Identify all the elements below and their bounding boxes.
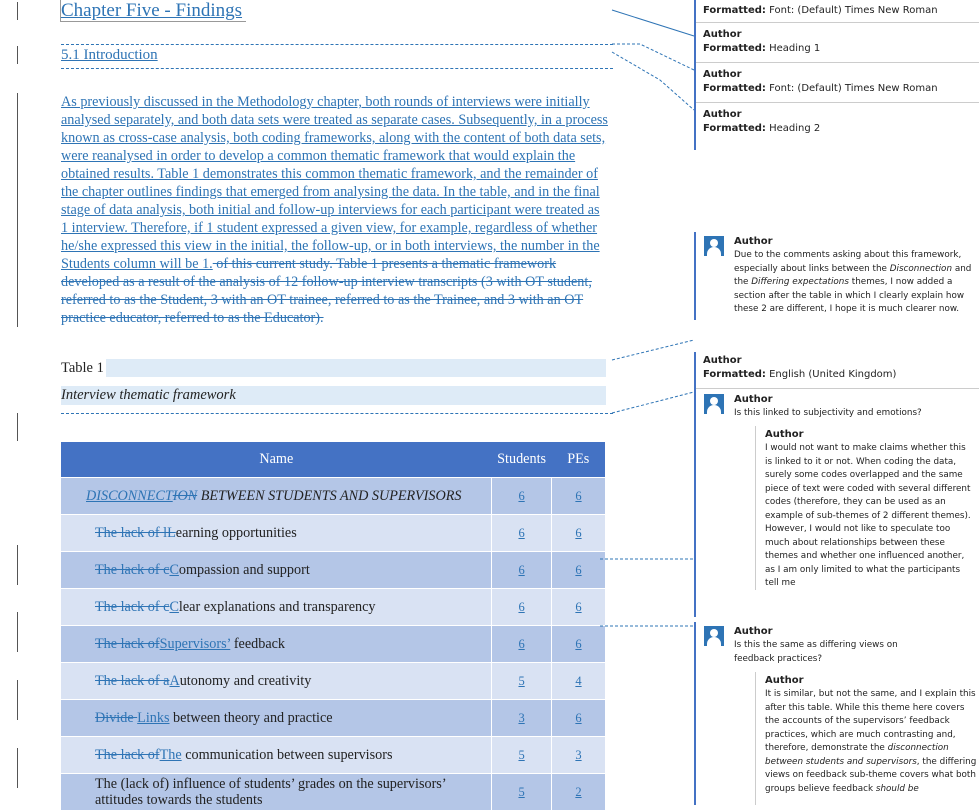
pes-count: 6	[575, 489, 581, 503]
reply-author: Author	[765, 429, 804, 440]
pes-count-cell	[552, 552, 605, 589]
thematic-framework-table	[61, 442, 605, 810]
table-row	[61, 700, 605, 737]
balloon-separator	[696, 388, 979, 389]
pes-count: 6	[575, 600, 581, 614]
formatted-label: Formatted:	[703, 369, 766, 380]
intro-paragraph[interactable]	[61, 93, 609, 327]
inserted-text: Supervisors’	[160, 636, 231, 652]
balloon-separator	[696, 102, 979, 103]
students-count: 6	[518, 600, 524, 614]
theme-name-cell[interactable]	[61, 700, 492, 737]
formatted-label: Formatted:	[703, 83, 766, 94]
author-name: Author	[703, 109, 742, 120]
pes-count-cell	[552, 663, 605, 700]
comment-author: Author	[734, 626, 773, 637]
pes-count-cell	[552, 626, 605, 663]
deleted-text: The lack of	[95, 747, 160, 763]
pane-divider	[694, 352, 696, 617]
theme-name: earning opportunities	[176, 525, 297, 541]
reply-text[interactable]: I would not want to make claims whether this is linked to it or not. When coding the data, surely some codes overlapped and the same piece of text were coded with several different codes (therefore, they can be used as an example of sub-themes of 2 different themes). However, I would not like to speculate too much about relationships between these themes and whether one influenced another, as I am only limited to what the participants tell me	[765, 442, 975, 591]
table-row	[61, 515, 605, 552]
table-row	[61, 737, 605, 774]
comment-text[interactable]: Is this linked to subjectivity and emotions?	[734, 407, 974, 421]
theme-name: feedback	[230, 636, 285, 652]
formatted-label: Formatted:	[703, 123, 766, 134]
students-count: 3	[518, 711, 524, 725]
pes-count: 6	[575, 711, 581, 725]
table-row	[61, 626, 605, 663]
reply-bar	[755, 672, 756, 805]
students-count: 6	[518, 526, 524, 540]
students-count: 5	[518, 674, 524, 688]
reply-author: Author	[765, 675, 804, 686]
reply-bar	[755, 426, 756, 590]
theme-name-cell[interactable]	[61, 589, 492, 626]
theme-name-cell[interactable]	[61, 737, 492, 774]
pane-divider	[694, 622, 696, 805]
pes-count-cell	[552, 589, 605, 626]
formatting-note[interactable]	[703, 28, 820, 56]
deleted-text: ION	[173, 488, 197, 504]
table-row	[61, 478, 605, 515]
pane-divider	[694, 232, 696, 320]
theme-name: utonomy and creativity	[180, 673, 312, 689]
table-row	[61, 552, 605, 589]
formatted-value: Font: (Default) Times New Roman	[769, 83, 938, 94]
theme-name: BETWEEN STUDENTS AND SUPERVISORS	[197, 488, 461, 504]
students-count-cell	[492, 737, 552, 774]
deleted-text: The lack of c	[95, 562, 169, 578]
author-name: Author	[703, 69, 742, 80]
comment-text[interactable]: Due to the comments asking about this framework, especially about links between the Disconnection and the Differing expectations themes, I now added a section after the table in which I clearly explain how these 2 are different, I hope it is much clearer now.	[734, 249, 974, 317]
pes-count-cell	[552, 700, 605, 737]
students-count-cell	[492, 663, 552, 700]
inserted-text: As previously discussed in the Methodology chapter, both rounds of interviews were initially analysed separately, and both data sets were treated as separate cases. Subsequently, in a process known as cross-case analysis, both coding frameworks, along with the content of both data sets, were reanalysed in order to develop a common thematic framework that would explain the obtained results. Table 1 demonstrates this common thematic framework, and the remainder of the chapter outlines findings that emerged from analysing the data. In the table, and in the final stage of data analysis, both initial and follow-up interviews for each participant were treated as 1 interview. Therefore, if 1 student expressed a given view, for example, regardless of whether he/she expressed this view in the initial, the follow-up, or in both interviews, the number in the Students column will be 1.	[61, 94, 608, 272]
revision-dashline	[61, 68, 613, 69]
formatting-note[interactable]	[703, 354, 896, 382]
formatting-note[interactable]	[703, 4, 938, 18]
table-row	[61, 589, 605, 626]
formatted-value: English (United Kingdom)	[769, 369, 896, 380]
table-row	[61, 663, 605, 700]
students-count: 6	[518, 637, 524, 651]
pes-count: 2	[575, 785, 581, 799]
deleted-text: The lack of a	[95, 673, 169, 689]
col-header-students: Students	[492, 442, 552, 478]
table-caption[interactable]: Interview thematic framework	[61, 387, 236, 404]
theme-name-cell[interactable]	[61, 663, 492, 700]
students-count-cell	[492, 626, 552, 663]
table-label-field[interactable]	[106, 359, 606, 377]
students-count-cell	[492, 478, 552, 515]
theme-name-cell[interactable]	[61, 478, 492, 515]
section-heading[interactable]: 5.1 Introduction	[61, 47, 158, 64]
inserted-text: C	[169, 599, 178, 615]
pes-count-cell	[552, 515, 605, 552]
col-header-pes: PEs	[552, 442, 605, 478]
deleted-text: The lack of	[95, 636, 160, 652]
pes-count: 6	[575, 563, 581, 577]
theme-name-cell[interactable]	[61, 515, 492, 552]
deleted-text: The lack of lL	[95, 525, 176, 541]
theme-name-cell[interactable]	[61, 626, 492, 663]
comment-avatar-icon	[704, 236, 724, 256]
balloon-separator	[696, 22, 979, 23]
pes-count-cell	[552, 478, 605, 515]
deleted-text: The lack of c	[95, 599, 169, 615]
col-header-name: Name	[61, 442, 492, 478]
inserted-text: A	[169, 673, 179, 689]
students-count-cell	[492, 515, 552, 552]
inserted-text: DISCONNECT	[86, 488, 173, 504]
pes-count: 4	[575, 674, 581, 688]
inserted-text: The	[160, 747, 182, 763]
comment-avatar-icon	[704, 626, 724, 646]
students-count: 6	[518, 489, 524, 503]
students-count-cell	[492, 700, 552, 737]
comment-avatar-icon	[704, 394, 724, 414]
table-label[interactable]: Table 1	[61, 360, 104, 377]
reply-text[interactable]: It is similar, but not the same, and I explain this after this table. While this theme here covers the accounts of the supervisors’ feedback practices, which are much contrasting and, therefore, demonstrate the disconnection between students and supervisors, the differing views on feedback sub-theme covers what both groups believe feedback should be	[765, 688, 977, 796]
theme-name: ompassion and support	[179, 562, 310, 578]
theme-name-cell[interactable]	[61, 552, 492, 589]
revision-dashline	[61, 44, 613, 45]
theme-name: between theory and practice	[170, 710, 333, 726]
students-count-cell	[492, 552, 552, 589]
revision-dashline	[61, 413, 613, 414]
formatted-value: Heading 1	[769, 43, 820, 54]
theme-name: The (lack of) influence of students’ grades on the supervisors’ attitudes towards the students	[95, 776, 446, 808]
comment-author: Author	[734, 236, 773, 247]
theme-name: communication between supervisors	[182, 747, 393, 763]
formatted-value: Heading 2	[769, 123, 820, 134]
deleted-text: Divide	[95, 710, 137, 726]
pes-count: 6	[575, 637, 581, 651]
formatted-value: Font: (Default) Times New Roman	[769, 5, 938, 16]
students-count: 6	[518, 563, 524, 577]
students-count-cell	[492, 589, 552, 626]
inserted-text: C	[169, 562, 178, 578]
formatted-label: Formatted:	[703, 5, 766, 16]
students-count: 5	[518, 748, 524, 762]
balloon-separator	[696, 62, 979, 63]
comment-text[interactable]: Is this the same as differing views on feedback practices?	[734, 639, 934, 666]
author-name: Author	[703, 355, 742, 366]
students-count: 5	[518, 785, 524, 799]
author-name: Author	[703, 29, 742, 40]
pes-count-cell	[552, 737, 605, 774]
pes-count: 6	[575, 526, 581, 540]
formatting-note[interactable]	[703, 108, 820, 136]
chapter-heading[interactable]: Chapter Five - Findings	[61, 0, 242, 22]
comment-author: Author	[734, 394, 773, 405]
inserted-text: Links	[137, 710, 169, 726]
formatted-label: Formatted:	[703, 43, 766, 54]
deleted-text: of this current study. Table 1 presents a thematic framework developed as a result of the analysis of 12 follow-up interview transcripts (3 with OT student, referred to as the Student, 3 with an OT trainee, referred to as the Trainee, and 3 with an OT practice educator, referred to as the Educator).	[61, 256, 592, 326]
pes-count: 3	[575, 748, 581, 762]
theme-name: lear explanations and transparency	[179, 599, 376, 615]
formatting-note[interactable]	[703, 68, 938, 96]
